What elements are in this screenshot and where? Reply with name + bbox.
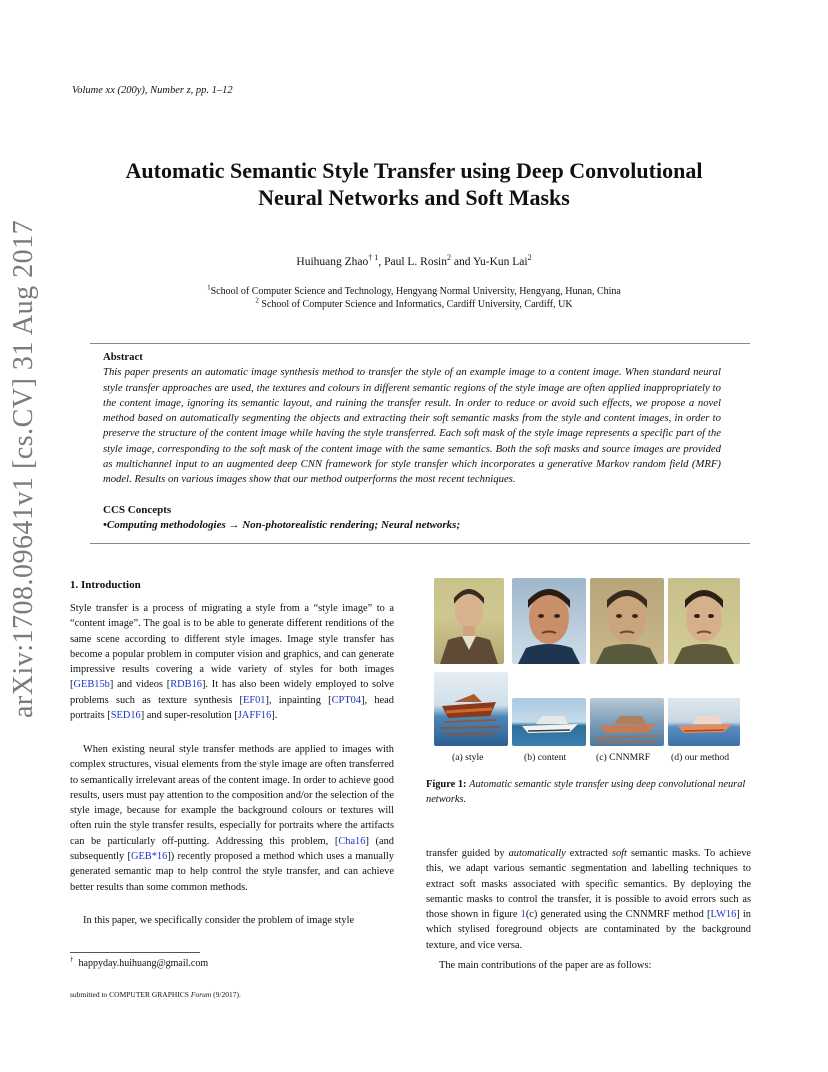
citation-link[interactable]: GEB15b	[73, 679, 110, 691]
affiliation-2	[80, 298, 748, 311]
affiliation-1-mark: 1	[207, 283, 211, 292]
footnote-mark: †	[70, 955, 74, 964]
paper-title	[80, 157, 748, 211]
text-run: ] in which stylised foreground objects are contaminated by the background texture, and vice versa.	[426, 909, 751, 951]
style-portrait-drawing	[434, 578, 504, 664]
author-2-mark: 2	[447, 253, 452, 263]
author-1-mark: † 1	[368, 253, 379, 263]
citation-link[interactable]: GEB*16	[130, 851, 168, 863]
ccs-text: •Computing methodologies → Non-photorealistic rendering; Neural networks;	[103, 519, 461, 531]
section-heading-introduction: 1. Introduction	[70, 579, 141, 591]
text-run-italic: automatically	[508, 848, 566, 859]
content-portrait-image	[512, 578, 586, 664]
text-run: ].	[271, 710, 278, 722]
cnnmrf-boat-image	[590, 698, 664, 746]
page-footer	[70, 990, 241, 999]
content-portrait-drawing	[512, 578, 586, 664]
citation-link[interactable]: RDB16	[170, 679, 202, 691]
ccs-concepts	[103, 503, 721, 533]
cnnmrf-portrait-drawing	[590, 578, 664, 664]
text-run: Style transfer is a process of migrating a style from a “style image” to a “content image”. The goal is to be able to generate different renditions of the same scene according to different style images. Image style transfer has become a popular problem in computer vision and graphics, and can generate impressive results covering a wide variety of styles for both images [	[70, 603, 394, 691]
style-boat-image	[434, 672, 508, 746]
footer-journal: Forum	[190, 990, 212, 999]
abstract-heading: Abstract	[103, 351, 143, 363]
ours-portrait-drawing	[668, 578, 740, 664]
author-list	[80, 253, 748, 268]
arxiv-identifier[interactable]: arXiv:1708.09641v1 [cs.CV] 31 Aug 2017	[8, 219, 39, 718]
citation-link[interactable]: JAFF16	[237, 710, 272, 722]
figure-caption-text: Automatic semantic style transfer using deep convolutional neural networks.	[426, 779, 746, 805]
figure-ref-link[interactable]: 1	[520, 909, 526, 921]
footnote-rule	[70, 952, 200, 953]
text-run: semantic masks. To achieve this, we adapt various semantic segmentation and labelling techniques to extract soft masks associated with specific semantics. By deploying the semantic masks to control the transfer, it is possible to avoid errors such as those shown in figure	[426, 848, 751, 921]
text-run: (c) generated using the CNNMRF method [	[525, 909, 711, 921]
author-3-mark: 2	[527, 253, 532, 263]
ours-portrait-image	[668, 578, 740, 664]
text-run: ] (and subsequently [	[70, 835, 394, 863]
author-2: , Paul L. Rosin	[378, 256, 447, 268]
citation-link[interactable]: Cha16	[338, 835, 366, 847]
footnote	[70, 955, 209, 969]
affiliation-2-text: School of Computer Science and Informatics, Cardiff University, Cardiff, UK	[258, 299, 573, 310]
citation-link[interactable]: LW16	[710, 909, 737, 921]
citation-link[interactable]: CPT04	[331, 694, 362, 706]
intro-paragraph-1	[70, 601, 394, 723]
ours-boat-image	[668, 698, 740, 746]
affiliation-1-text: School of Computer Science and Technology, Hengyang Normal University, Hengyang, Hunan, China	[210, 286, 621, 297]
text-run: ], head portraits [	[70, 694, 394, 722]
abstract-text: This paper presents an automatic image synthesis method to transfer the style of an example image to a content image. When standard neural style transfer approaches are used, the textures and colours in different semantic regions of the style image are often applied inappropriately to the content image, ignoring its semantic layout, and ruining the transfer result. In order to reduce or avoid such effects, we propose a novel method based on automatically segmenting the objects and extracting their soft semantic masks from the style and content images, in order to preserve the structure of the content image while having the style transferred. Each soft mask of the style image represents a specific part of the style image, corresponding to the soft mask of the content image with the same semantics. Both the soft masks and source images are provided as multichannel input to an augmented deep CNN framework for style transfer which incorporates a generative Markov random field (MRF) model. Results on various images show that our method outperforms the most recent techniques.	[103, 366, 721, 486]
citation-link[interactable]: EF01	[242, 694, 266, 706]
citation-link[interactable]: SED16	[110, 710, 141, 722]
intro-right-paragraph-2	[426, 958, 751, 973]
author-1: Huihuang Zhao	[296, 256, 369, 268]
style-boat-drawing	[434, 672, 508, 746]
text-run-italic: soft	[611, 848, 627, 859]
intro-paragraph-2	[70, 742, 394, 895]
intro-right-paragraph-1	[426, 846, 751, 953]
footer-text: submitted to COMPUTER GRAPHICS	[70, 990, 191, 999]
style-portrait-image	[434, 578, 504, 664]
intro-paragraph-3	[70, 913, 394, 928]
figure-1-caption	[426, 777, 751, 807]
ccs-heading: CCS Concepts	[103, 504, 172, 516]
cnnmrf-portrait-image	[590, 578, 664, 664]
footnote-email[interactable]: happyday.huihuang@gmail.com	[78, 958, 209, 969]
subfigure-d-caption: (d) our method	[671, 752, 730, 763]
abstract-top-rule	[90, 343, 750, 344]
content-boat-drawing	[512, 698, 586, 746]
footer-date: (9/2017).	[211, 990, 241, 999]
text-run: ]. It has also been widely employed to solve problems such as texture synthesis [	[70, 679, 394, 706]
text-run: When existing neural style transfer methods are applied to images with complex structures, visual elements from the style image are often transferred to semantically irrelevant areas of the content image. In order to achieve good results, users must pay attention to the composition and/or the selection of the style image, because for example the background colours or textures will often ruin the style transfer results, especially for portraits where the artifacts can be particularly off-putting. Addressing this problem, [	[70, 744, 394, 847]
subfigure-b-caption: (b) content	[524, 752, 567, 763]
author-3: and Yu-Kun Lai	[451, 256, 528, 268]
text-run: The main contributions of the paper are as follows:	[439, 960, 652, 971]
cnnmrf-boat-drawing	[590, 698, 664, 746]
text-run: ] and super-resolution [	[140, 710, 238, 722]
affiliation-1	[80, 285, 748, 298]
text-run: ] and videos [	[109, 679, 171, 691]
title-line-1: Automatic Semantic Style Transfer using Deep Convolutional	[125, 158, 703, 183]
ours-boat-drawing	[668, 698, 740, 746]
abstract-bottom-rule	[90, 543, 750, 544]
subfigure-a-caption: (a) style	[452, 752, 484, 763]
text-run: In this paper, we specifically consider the problem of image style	[83, 915, 355, 926]
running-header: Volume xx (200y), Number z, pp. 1–12	[72, 85, 233, 96]
subfigure-c-caption: (c) CNNMRF	[596, 752, 651, 763]
figure-label: Figure 1:	[426, 779, 467, 790]
text-run: extracted	[565, 848, 612, 859]
text-run: ]) recently proposed a method which uses a manually generated semantic map to help control the style transfer, and can achieve better results than some common methods.	[70, 851, 394, 893]
content-boat-image	[512, 698, 586, 746]
text-run: ], inpainting [	[265, 694, 332, 706]
title-line-2: Neural Networks and Soft Masks	[258, 185, 570, 210]
abstract-block	[103, 350, 721, 488]
affiliations	[80, 285, 748, 311]
text-run: transfer guided by	[426, 848, 509, 859]
affiliation-2-mark: 2	[255, 296, 259, 305]
